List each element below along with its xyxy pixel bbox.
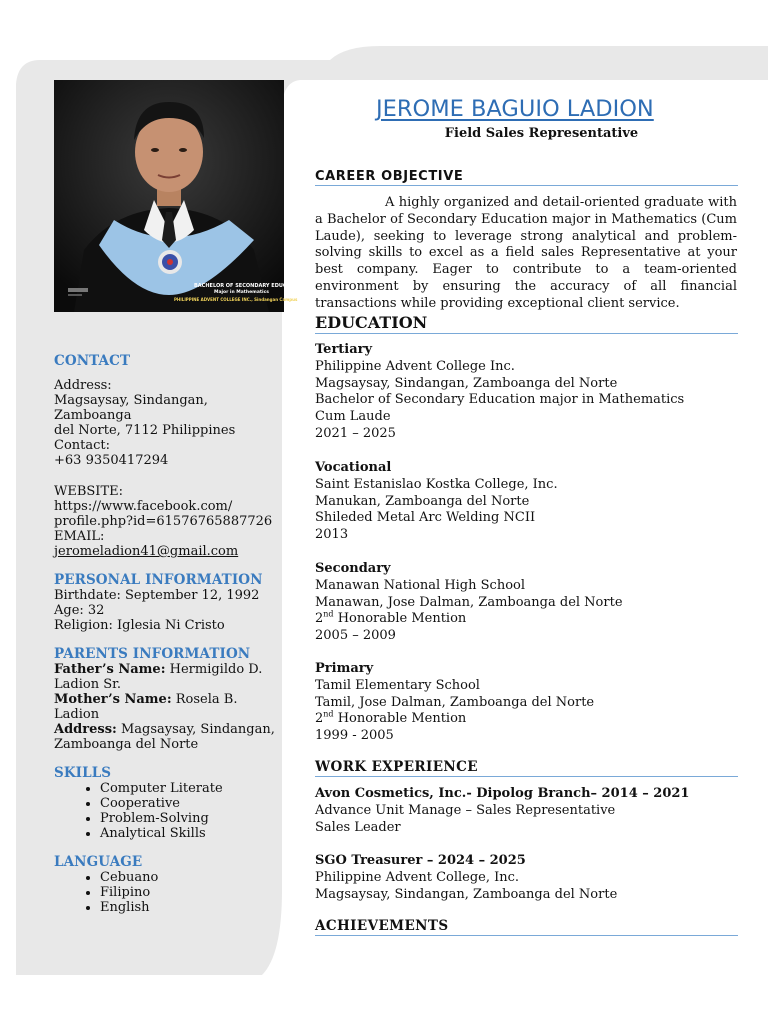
vocational-label: Vocational xyxy=(315,460,392,475)
secondary-honor-text: Honorable Mention xyxy=(333,611,467,627)
birthdate: Birthdate: September 12, 1992 xyxy=(54,588,260,603)
tertiary-course: Bachelor of Secondary Education major in Mathematics xyxy=(315,392,685,408)
vocational-course: Shileded Metal Arc Welding NCII xyxy=(315,510,536,526)
education-primary xyxy=(315,661,738,745)
language-list xyxy=(54,870,276,915)
job2-title: SGO Treasurer – 2024 – 2025 xyxy=(315,853,526,868)
education-tertiary xyxy=(315,342,738,443)
website-line2[interactable]: profile.php?id=61576765887726 xyxy=(54,514,273,529)
left-column xyxy=(54,354,276,915)
contact-label: Contact: xyxy=(54,438,111,453)
language-item: • Cebuano xyxy=(100,870,276,885)
primary-honor xyxy=(315,711,738,728)
skills-list xyxy=(54,781,276,841)
mother-value: Rosela B. Ladion xyxy=(54,692,238,722)
email-link[interactable]: jeromeladion41@gmail.com xyxy=(54,544,239,559)
vocational-location: Manukan, Zamboanga del Norte xyxy=(315,493,530,509)
primary-label: Primary xyxy=(315,661,374,676)
language-heading: LANGUAGE xyxy=(54,854,143,870)
job-title: Field Sales Representative xyxy=(444,126,639,141)
tertiary-location: Magsaysay, Sindangan, Zamboanga del Norte xyxy=(315,375,618,391)
job1-line2: Sales Leader xyxy=(315,819,401,835)
primary-honor-text: Honorable Mention xyxy=(333,711,467,727)
age: Age: 32 xyxy=(54,603,105,618)
father-value-cont: Ladion Sr. xyxy=(54,677,122,692)
father-row xyxy=(54,662,276,677)
secondary-years: 2005 – 2009 xyxy=(315,628,396,644)
primary-honor-num: 2 xyxy=(315,711,324,727)
primary-years: 1999 - 2005 xyxy=(315,728,394,744)
tertiary-years: 2021 – 2025 xyxy=(315,425,396,441)
secondary-school: Manawan National High School xyxy=(315,577,526,593)
email-row xyxy=(54,529,276,559)
achievements-heading: ACHIEVEMENTS xyxy=(315,918,738,936)
job2-line2: Magsaysay, Sindangan, Zamboanga del Norte xyxy=(315,886,618,902)
secondary-label: Secondary xyxy=(315,561,391,576)
language-item: • Filipino xyxy=(100,885,276,900)
skill-item: • Computer Literate xyxy=(100,781,276,796)
career-objective-text xyxy=(315,195,737,313)
secondary-honor-sup: nd xyxy=(323,610,334,620)
phone-number: +63 9350417294 xyxy=(54,453,169,468)
photo-caption-line1: BACHELOR OF SECONDARY EDUCATION xyxy=(194,283,304,289)
address-line2: del Norte, 7112 Philippines xyxy=(54,423,236,438)
secondary-honor-num: 2 xyxy=(315,611,324,627)
email-label: EMAIL: xyxy=(54,529,105,544)
skill-item: • Problem-Solving xyxy=(100,811,276,826)
website-line1[interactable]: https://www.facebook.com/ xyxy=(54,499,233,514)
contact-heading: CONTACT xyxy=(54,353,131,369)
tertiary-label: Tertiary xyxy=(315,342,373,357)
parents-address-cont: Zamboanga del Norte xyxy=(54,737,199,752)
tertiary-school: Philippine Advent College Inc. xyxy=(315,358,515,374)
language-item: • English xyxy=(100,900,276,915)
personal-info-heading: PERSONAL INFORMATION xyxy=(54,572,263,588)
photo-caption-line2: Major in Mathematics xyxy=(214,290,269,295)
job1-title: Avon Cosmetics, Inc.- Dipolog Branch– 2014 – 2021 xyxy=(315,786,690,801)
skills-heading: SKILLS xyxy=(54,765,112,781)
parents-address-value: Magsaysay, Sindangan, xyxy=(116,722,275,737)
career-objective-heading: CAREER OBJECTIVE xyxy=(315,169,738,186)
address-line1: Magsaysay, Sindangan, Zamboanga xyxy=(54,393,208,423)
work-experience-heading: WORK EXPERIENCE xyxy=(315,759,738,777)
website-label: WEBSITE: xyxy=(54,484,123,499)
vocational-years: 2013 xyxy=(315,527,349,543)
profile-photo xyxy=(54,80,304,312)
parents-info-heading: PARENTS INFORMATION xyxy=(54,646,251,662)
parents-address-row xyxy=(54,722,276,737)
skill-item: • Analytical Skills xyxy=(100,826,276,841)
full-name: JEROME BAGUIO LADION xyxy=(376,96,654,122)
secondary-honor xyxy=(315,611,738,628)
education-secondary xyxy=(315,561,738,645)
mother-row xyxy=(54,692,276,722)
primary-honor-sup: nd xyxy=(323,710,334,720)
job2-line1: Philippine Advent College, Inc. xyxy=(315,869,520,885)
skill-item: • Cooperative xyxy=(100,796,276,811)
career-text: A highly organized and detail-oriented graduate with a Bachelor of Secondary Education major in Mathematics (Cum Laude), seeking to leverage strong analytical and problem-solving skills to excel as a field sales Representative at your best company. Eager to contribute to a team-oriented environment by ensuring the accuracy of all financial transactions while providing exceptional client service. xyxy=(315,195,737,311)
tertiary-honor: Cum Laude xyxy=(315,409,391,425)
work-job1 xyxy=(315,786,738,836)
primary-school: Tamil Elementary School xyxy=(315,677,480,693)
education-vocational xyxy=(315,460,738,544)
secondary-location: Manawan, Jose Dalman, Zamboanga del Norte xyxy=(315,594,623,610)
father-value: Hermigildo D. xyxy=(165,662,263,677)
work-job2 xyxy=(315,853,738,903)
primary-location: Tamil, Jose Dalman, Zamboanga del Norte xyxy=(315,694,595,710)
photo-caption-line3: PHILIPPINE ADVENT COLLEGE INC., Sindangan Campus xyxy=(174,297,298,302)
mother-label: Mother’s Name: xyxy=(54,692,172,707)
father-label: Father’s Name: xyxy=(54,662,166,677)
address-label: Address: xyxy=(54,378,112,393)
parents-address-label: Address: xyxy=(54,722,117,737)
religion: Religion: Iglesia Ni Cristo xyxy=(54,618,225,633)
education-heading: EDUCATION xyxy=(315,313,738,334)
vocational-school: Saint Estanislao Kostka College, Inc. xyxy=(315,476,558,492)
job1-line1: Advance Unit Manage – Sales Representative xyxy=(315,802,616,818)
